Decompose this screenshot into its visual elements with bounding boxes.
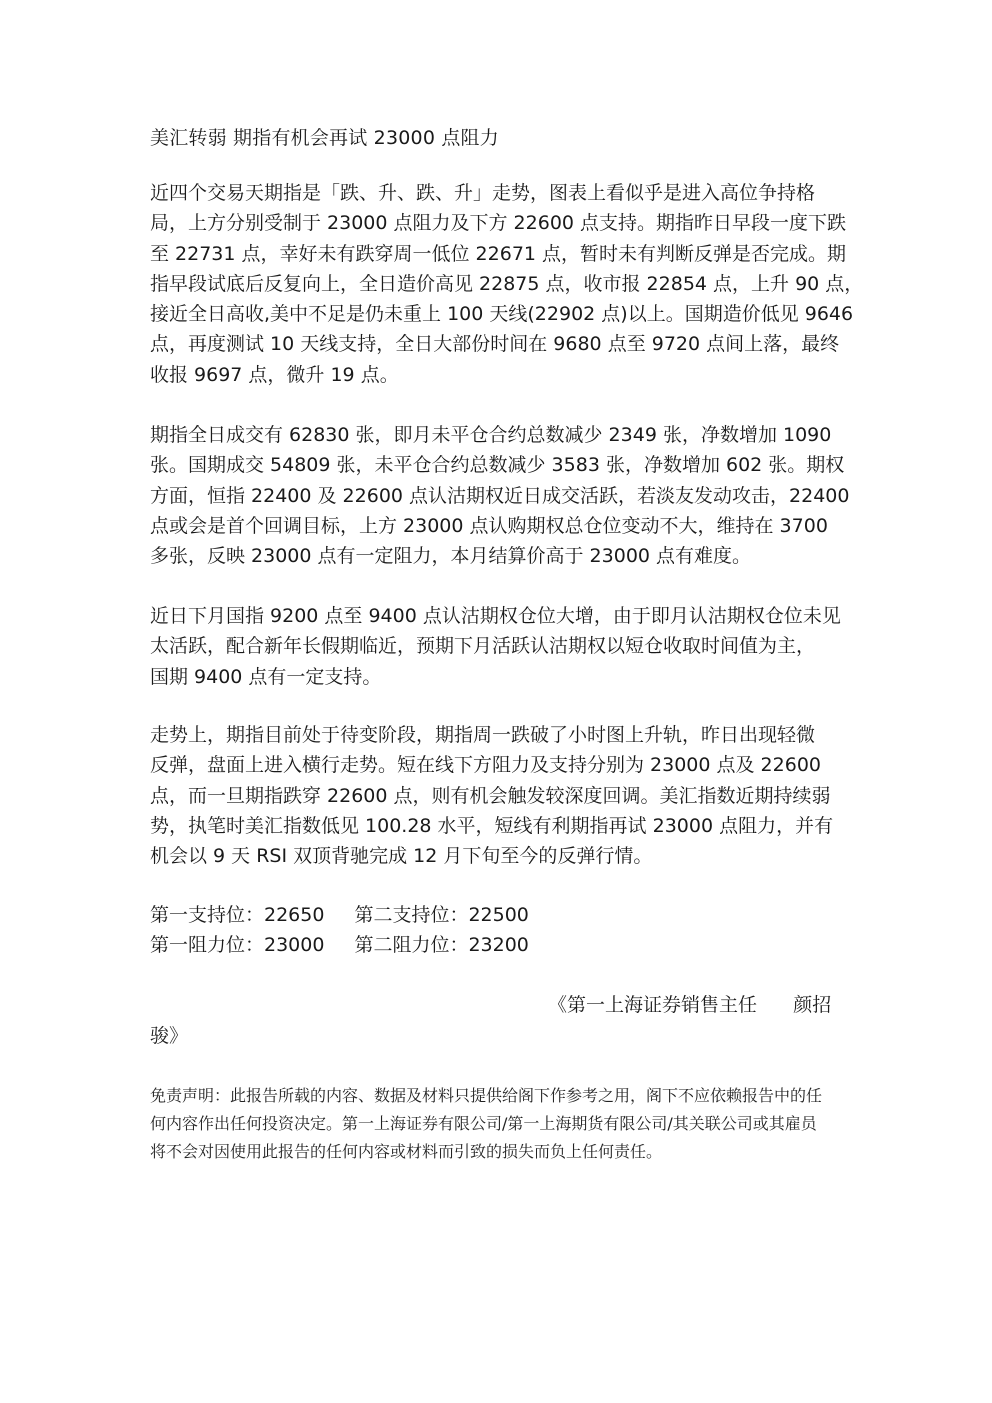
resistance-level-2: 第二阻力位：23200	[354, 934, 529, 956]
text-line: 国期 9400 点有一定支持。	[150, 665, 382, 688]
text-line: 近四个交易天期指是「跌、升、跌、升」走势，图表上看似乎是进入高位争持格	[150, 182, 816, 204]
text-line: 点，再度测试 10 天线支持，全日大部份时间在 9680 点至 9720 点间上落，最终	[150, 333, 840, 356]
paragraph-outlook	[150, 720, 844, 871]
text-line: 至 22731 点，幸好未有跌穿周一低位 22671 点，暂时未有判断反弹是否完成。期	[150, 242, 847, 265]
paragraph-options	[150, 601, 844, 692]
author-signature: 《第一上海证券销售主任 颜招	[548, 994, 832, 1016]
disclaimer	[150, 1082, 844, 1166]
text-line: 多张，反映 23000 点有一定阻力，本月结算价高于 23000 点有难度。	[150, 545, 752, 568]
resistance-row	[150, 930, 529, 960]
text-line: 接近全日高收,美中不足是仍未重上 100 天线(22902 点)以上。国期造价低见 9646	[150, 303, 854, 326]
text-line: 反弹，盘面上进入横行走势。短在线下方阻力及支持分别为 23000 点及 22600	[150, 754, 822, 777]
text-line: 张。国期成交 54809 张，未平仓合约总数减少 3583 张，净数增加 602 张。期权	[150, 454, 845, 477]
support-level-1: 第一支持位：22650	[150, 904, 325, 926]
text-line: 局，上方分别受制于 23000 点阻力及下方 22600 点支持。期指昨日早段一度下跌	[150, 212, 847, 235]
text-line: 期指全日成交有 62830 张，即月未平仓合约总数减少 2349 张，净数增加 1090	[150, 424, 832, 446]
text-line: 点，而一旦期指跌穿 22600 点，则有机会触发较深度回调。美汇指数近期持续弱	[150, 784, 831, 807]
paragraph-volume	[150, 420, 850, 571]
text-line: 太活跃，配合新年长假期临近，预期下月活跃认沽期权以短仓收取时间值为主，	[150, 635, 816, 658]
text-line: 收报 9697 点，微升 19 点。	[150, 363, 399, 386]
text-line: 势，执笔时美汇指数低见 100.28 水平，短线有利期指再试 23000 点阻力，并有	[150, 814, 834, 837]
author-signature-continued: 骏》	[150, 1025, 189, 1047]
text-line: 指早段试底后反复向上，全日造价高见 22875 点，收市报 22854 点，上升 90 点，	[150, 272, 864, 295]
disclaimer-line: 免责声明：此报告所载的内容、数据及材料只提供给阁下作参考之用，阁下不应依赖报告中的任	[150, 1086, 823, 1105]
text-line: 走势上，期指目前处于待变阶段，期指周一跌破了小时图上升轨，昨日出现轻微	[150, 724, 816, 746]
support-resistance-levels	[150, 900, 529, 960]
disclaimer-line: 将不会对因使用此报告的任何内容或材料而引致的损失而负上任何责任。	[150, 1142, 663, 1161]
support-row	[150, 900, 529, 930]
paragraph-market-summary	[150, 178, 864, 390]
text-line: 机会以 9 天 RSI 双顶背驰完成 12 月下旬至今的反弹行情。	[150, 845, 653, 868]
text-line: 点或会是首个回调目标，上方 23000 点认购期权总仓位变动不大，维持在 3700	[150, 514, 828, 537]
support-level-2: 第二支持位：22500	[354, 904, 529, 926]
article-title: 美汇转弱 期指有机会再试 23000 点阻力	[150, 127, 499, 149]
disclaimer-line: 何内容作出任何投资决定。第一上海证券有限公司/第一上海期货有限公司/其关联公司或其雇员	[150, 1114, 817, 1133]
text-line: 方面，恒指 22400 及 22600 点认沽期权近日成交活跃，若淡友发动攻击，22400	[150, 484, 850, 507]
text-line: 近日下月国指 9200 点至 9400 点认沽期权仓位大增，由于即月认沽期权仓位未见	[150, 605, 841, 627]
resistance-level-1: 第一阻力位：23000	[150, 934, 325, 956]
